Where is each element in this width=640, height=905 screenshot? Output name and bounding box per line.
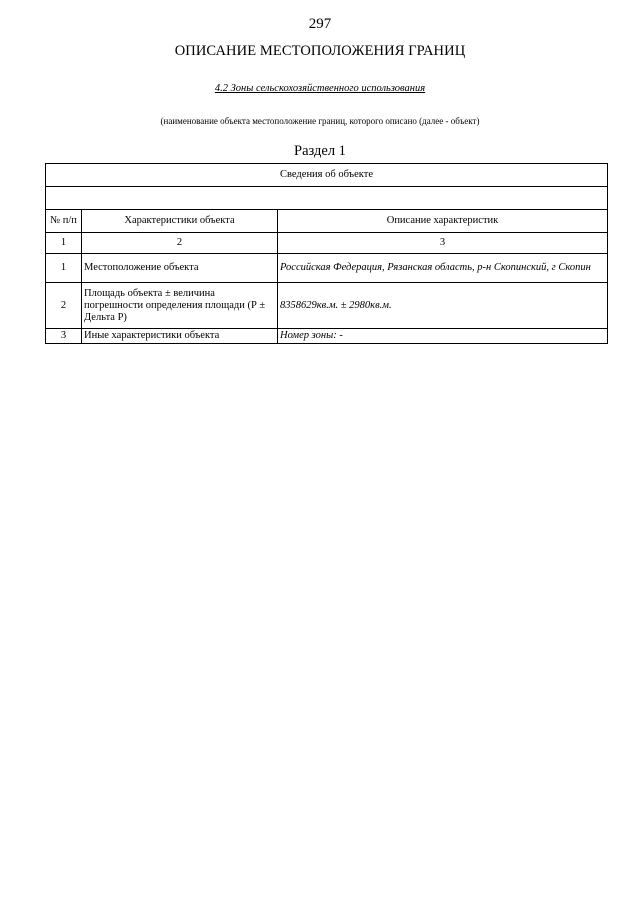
row-description: Номер зоны: - <box>278 329 608 344</box>
table-header: Сведения об объекте <box>46 164 608 187</box>
table-header-row <box>46 164 608 187</box>
row-description: 8358629кв.м. ± 2980кв.м. <box>278 283 608 329</box>
column-number-row <box>46 233 608 254</box>
row-characteristic: Иные характеристики объекта <box>82 329 278 344</box>
empty-cell <box>46 187 608 210</box>
row-characteristic: Местоположение объекта <box>82 254 278 283</box>
table-row <box>46 329 608 344</box>
column-header-row <box>46 210 608 233</box>
row-number: 2 <box>46 283 82 329</box>
column-header-description: Описание характеристик <box>278 210 608 233</box>
column-header-characteristic: Характеристики объекта <box>82 210 278 233</box>
row-description: Российская Федерация, Рязанская область, р-н Скопинский, г Скопин <box>278 254 608 283</box>
table-empty-row <box>46 187 608 210</box>
row-characteristic: Площадь объекта ± величина погрешности определения площади (Р ± Дельта Р) <box>82 283 278 329</box>
object-info-table <box>45 163 608 344</box>
table-row <box>46 283 608 329</box>
row-number: 3 <box>46 329 82 344</box>
column-number-3: 3 <box>278 233 608 254</box>
table-row <box>46 254 608 283</box>
section-title: Раздел 1 <box>294 143 346 159</box>
column-number-2: 2 <box>82 233 278 254</box>
object-name: 4.2 Зоны сельскохозяйственного использования <box>214 83 426 94</box>
column-header-number: № п/п <box>46 210 82 233</box>
column-number-1: 1 <box>46 233 82 254</box>
object-caption: (наименование объекта местоположение границ, которого описано (далее - объект) <box>160 116 480 126</box>
page-number: 297 <box>308 16 332 32</box>
row-number: 1 <box>46 254 82 283</box>
document-title: ОПИСАНИЕ МЕСТОПОЛОЖЕНИЯ ГРАНИЦ <box>174 43 466 59</box>
